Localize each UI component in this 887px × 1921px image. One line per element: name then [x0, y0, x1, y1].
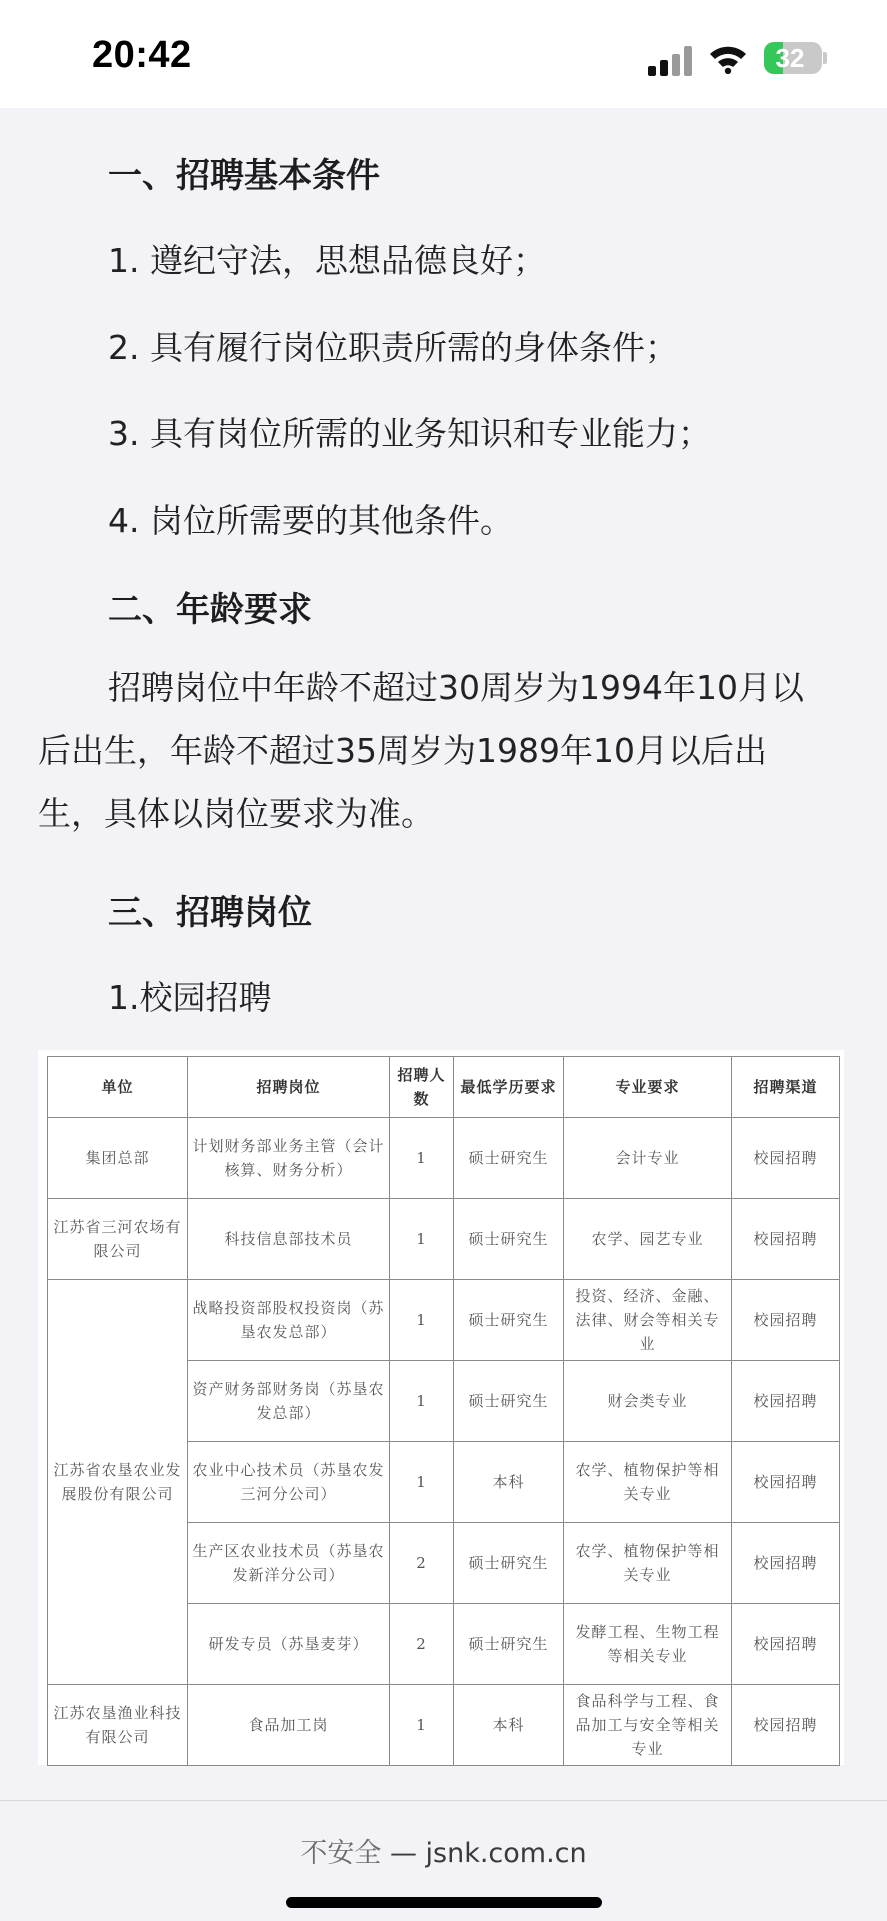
table-row — [48, 1118, 840, 1199]
cell-unit: 江苏省三河农场有限公司 — [48, 1199, 188, 1280]
cell-major: 农学、植物保护等相关专业 — [564, 1442, 732, 1523]
recruitment-table-image — [38, 1050, 844, 1765]
cell-education: 本科 — [454, 1685, 564, 1766]
condition-item: 2. 具有履行岗位职责所需的身体条件； — [108, 328, 678, 367]
section-heading-positions: 三、招聘岗位 — [108, 893, 312, 933]
cell-education: 硕士研究生 — [454, 1199, 564, 1280]
cell-position: 生产区农业技术员（苏垦农发新洋分公司） — [188, 1523, 390, 1604]
home-indicator[interactable] — [286, 1897, 602, 1908]
cell-education: 本科 — [454, 1442, 564, 1523]
condition-item: 3. 具有岗位所需的业务知识和专业能力； — [108, 414, 711, 453]
subheading-campus-recruitment: 1.校园招聘 — [108, 978, 272, 1017]
cell-position: 食品加工岗 — [188, 1685, 390, 1766]
header-channel: 招聘渠道 — [732, 1057, 840, 1118]
cell-major: 农学、植物保护等相关专业 — [564, 1523, 732, 1604]
cell-channel: 校园招聘 — [732, 1280, 840, 1361]
cell-count: 2 — [390, 1604, 454, 1685]
cell-position: 农业中心技术员（苏垦农发三河分公司） — [188, 1442, 390, 1523]
battery-nub — [823, 52, 827, 64]
cell-count: 1 — [390, 1685, 454, 1766]
cell-major: 食品科学与工程、食品加工与安全等相关专业 — [564, 1685, 732, 1766]
cell-major: 发酵工程、生物工程等相关专业 — [564, 1604, 732, 1685]
cell-position: 研发专员（苏垦麦芽） — [188, 1604, 390, 1685]
header-education: 最低学历要求 — [454, 1057, 564, 1118]
cell-channel: 校园招聘 — [732, 1685, 840, 1766]
cell-count: 1 — [390, 1361, 454, 1442]
section-heading-age: 二、年龄要求 — [108, 590, 312, 630]
cell-channel: 校园招聘 — [732, 1442, 840, 1523]
url-domain: jsnk.com.cn — [425, 1838, 587, 1869]
cell-channel: 校园招聘 — [732, 1604, 840, 1685]
table-header-row — [48, 1057, 840, 1118]
condition-item: 4. 岗位所需要的其他条件。 — [108, 501, 513, 540]
header-unit: 单位 — [48, 1057, 188, 1118]
cellular-signal-icon — [648, 44, 692, 76]
table-row — [48, 1199, 840, 1280]
cell-channel: 校园招聘 — [732, 1361, 840, 1442]
browser-bottom-bar — [0, 1800, 887, 1921]
cell-education: 硕士研究生 — [454, 1523, 564, 1604]
header-count: 招聘人数 — [390, 1057, 454, 1118]
cell-position: 计划财务部业务主管（会计核算、财务分析） — [188, 1118, 390, 1199]
cell-count: 2 — [390, 1523, 454, 1604]
battery-level-text: 32 — [775, 43, 805, 73]
header-position: 招聘岗位 — [188, 1057, 390, 1118]
cell-education: 硕士研究生 — [454, 1604, 564, 1685]
clock-time: 20:42 — [92, 34, 192, 76]
cell-major: 财会类专业 — [564, 1361, 732, 1442]
recruitment-table — [47, 1056, 840, 1766]
cell-channel: 校园招聘 — [732, 1523, 840, 1604]
cell-channel: 校园招聘 — [732, 1199, 840, 1280]
cell-education: 硕士研究生 — [454, 1118, 564, 1199]
section-heading-basic-conditions: 一、招聘基本条件 — [108, 156, 380, 196]
cell-unit: 江苏农垦渔业科技有限公司 — [48, 1685, 188, 1766]
cell-count: 1 — [390, 1280, 454, 1361]
table-row — [48, 1685, 840, 1766]
address-bar[interactable] — [0, 1831, 887, 1870]
cell-count: 1 — [390, 1199, 454, 1280]
url-separator: — — [389, 1838, 417, 1869]
cell-unit-merged: 江苏省农垦农业发展股份有限公司 — [48, 1280, 188, 1685]
age-requirement-paragraph: 招聘岗位中年龄不超过30周岁为1994年10月以后出生，年龄不超过35周岁为1989年10月以后出生，具体以岗位要求为准。 — [38, 668, 804, 833]
status-bar — [0, 0, 887, 108]
cell-major: 会计专业 — [564, 1118, 732, 1199]
condition-item: 1. 遵纪守法，思想品德良好； — [108, 241, 546, 280]
cell-position: 资产财务部财务岗（苏垦农发总部） — [188, 1361, 390, 1442]
battery-charging-icon — [764, 42, 822, 74]
table-row — [48, 1280, 840, 1361]
cell-position: 战略投资部股权投资岗（苏垦农发总部） — [188, 1280, 390, 1361]
cell-position: 科技信息部技术员 — [188, 1199, 390, 1280]
cell-channel: 校园招聘 — [732, 1118, 840, 1199]
wifi-icon — [708, 42, 748, 74]
cell-count: 1 — [390, 1442, 454, 1523]
cell-education: 硕士研究生 — [454, 1280, 564, 1361]
cell-unit: 集团总部 — [48, 1118, 188, 1199]
cell-major: 投资、经济、金融、法律、财会等相关专业 — [564, 1280, 732, 1361]
cell-education: 硕士研究生 — [454, 1361, 564, 1442]
not-secure-label: 不安全 — [300, 1838, 382, 1869]
header-major: 专业要求 — [564, 1057, 732, 1118]
cell-count: 1 — [390, 1118, 454, 1199]
cell-major: 农学、园艺专业 — [564, 1199, 732, 1280]
